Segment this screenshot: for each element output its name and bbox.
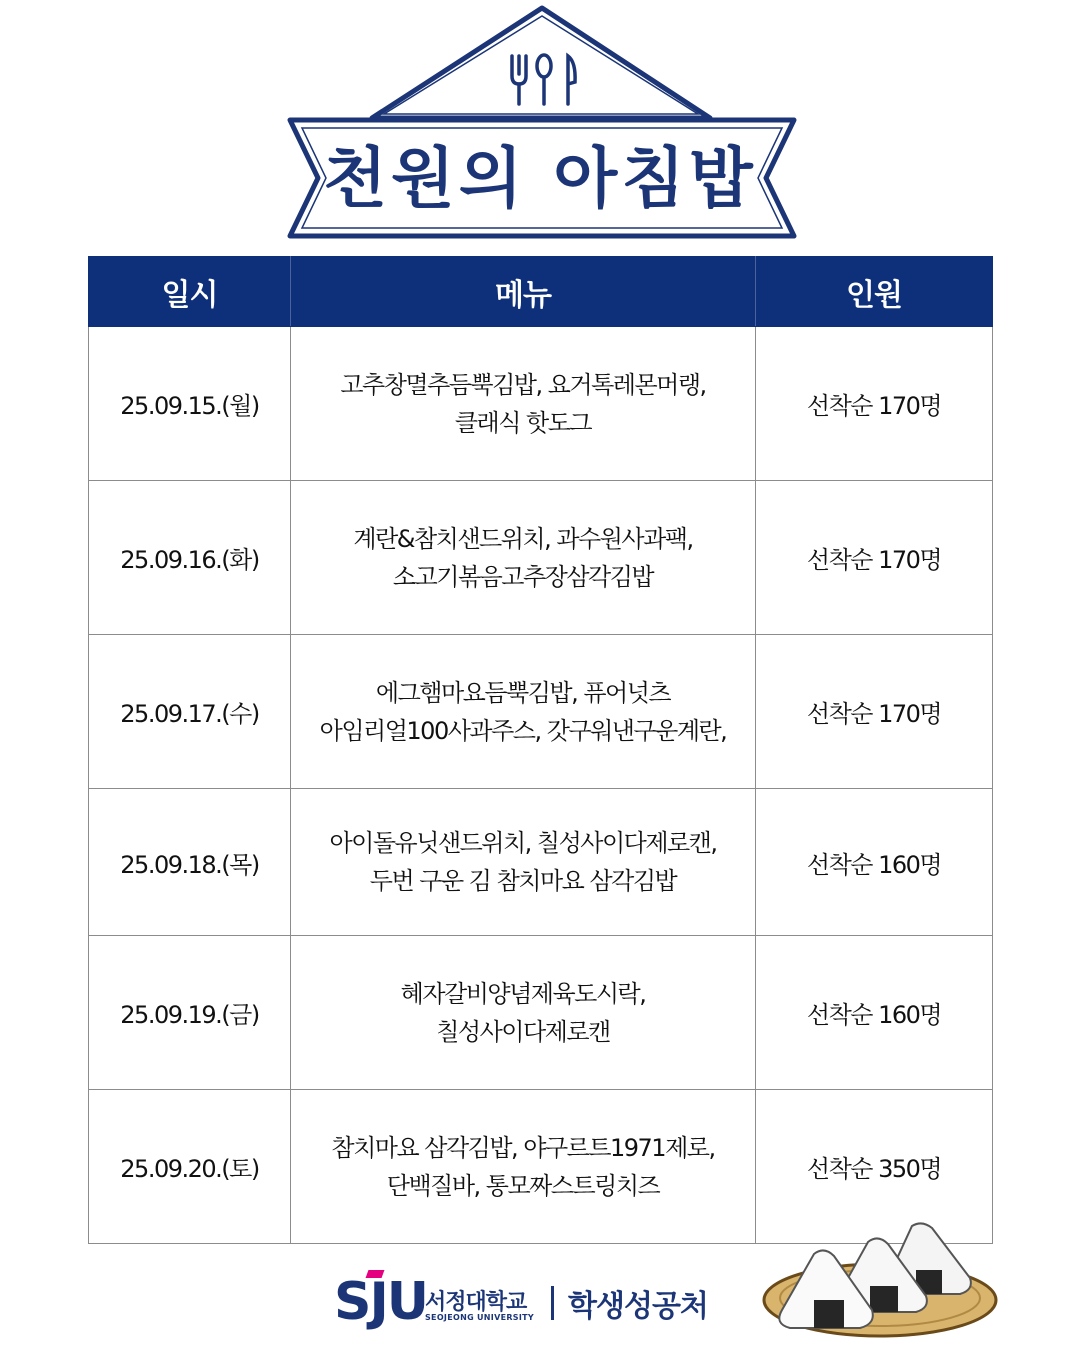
table-row xyxy=(89,635,993,789)
count-cell: 선착순 160명 xyxy=(756,936,993,1090)
table-row xyxy=(89,936,993,1090)
university-logo: SJU xyxy=(334,1272,428,1332)
menu-line: 아임리얼100사과주스, 갓구워낸구운계란, xyxy=(319,716,727,745)
count-cell: 선착순 170명 xyxy=(756,635,993,789)
menu-cell xyxy=(291,481,756,635)
date-cell: 25.09.17.(수) xyxy=(89,635,291,789)
count-cell: 선착순 170명 xyxy=(756,481,993,635)
count-cell: 선착순 350명 xyxy=(756,1090,993,1244)
menu-cell xyxy=(291,789,756,936)
university-name-en: SEOJEONG UNIVERSITY xyxy=(425,1313,534,1322)
menu-line: 소고기볶음고추장삼각김밥 xyxy=(392,562,654,591)
office-name: 학생성공처 xyxy=(568,1289,708,1324)
date-cell: 25.09.19.(금) xyxy=(89,936,291,1090)
date-cell: 25.09.16.(화) xyxy=(89,481,291,635)
page-title: 천원의 아침밥 xyxy=(323,140,757,217)
date-cell: 25.09.20.(토) xyxy=(89,1090,291,1244)
menu-line: 혜자갈비양념제육도시락, xyxy=(400,979,646,1008)
menu-line: 클래식 핫도그 xyxy=(454,408,592,437)
menu-cell xyxy=(291,1090,756,1244)
menu-line: 두번 구운 김 참치마요 삼각김밥 xyxy=(369,867,677,895)
riceball-plate-icon xyxy=(760,1212,1000,1342)
footer-divider xyxy=(551,1286,554,1320)
menu-line: 고추창멸추듬뿍김밥, 요거톡레몬머랭, xyxy=(340,370,706,399)
table-row xyxy=(89,327,993,481)
menu-line: 에그햄마요듬뿍김밥, 퓨어넛츠 xyxy=(375,678,671,707)
date-cell: 25.09.18.(목) xyxy=(89,789,291,936)
menu-cell xyxy=(291,635,756,789)
table-row xyxy=(89,789,993,936)
column-header-count: 인원 xyxy=(756,257,993,327)
university-name: 서정대학교 xyxy=(425,1290,527,1315)
menu-line: 참치마요 삼각김밥, 야구르트1971제로, xyxy=(331,1133,715,1162)
table-row xyxy=(89,481,993,635)
menu-line: 아이돌유닛샌드위치, 칠성사이다제로캔, xyxy=(329,829,717,857)
count-cell: 선착순 170명 xyxy=(756,327,993,481)
menu-cell xyxy=(291,327,756,481)
menu-line: 칠성사이다제로캔 xyxy=(436,1017,610,1046)
menu-line: 계란&참치샌드위치, 과수원사과팩, xyxy=(353,524,693,553)
menu-table xyxy=(88,256,993,1244)
menu-cell xyxy=(291,936,756,1090)
column-header-menu: 메뉴 xyxy=(291,257,756,327)
count-cell: 선착순 160명 xyxy=(756,789,993,936)
menu-line: 단백질바, 통모짜스트링치즈 xyxy=(386,1171,660,1200)
column-header-date: 일시 xyxy=(89,257,291,327)
date-cell: 25.09.15.(월) xyxy=(89,327,291,481)
table-header-row xyxy=(89,257,993,327)
